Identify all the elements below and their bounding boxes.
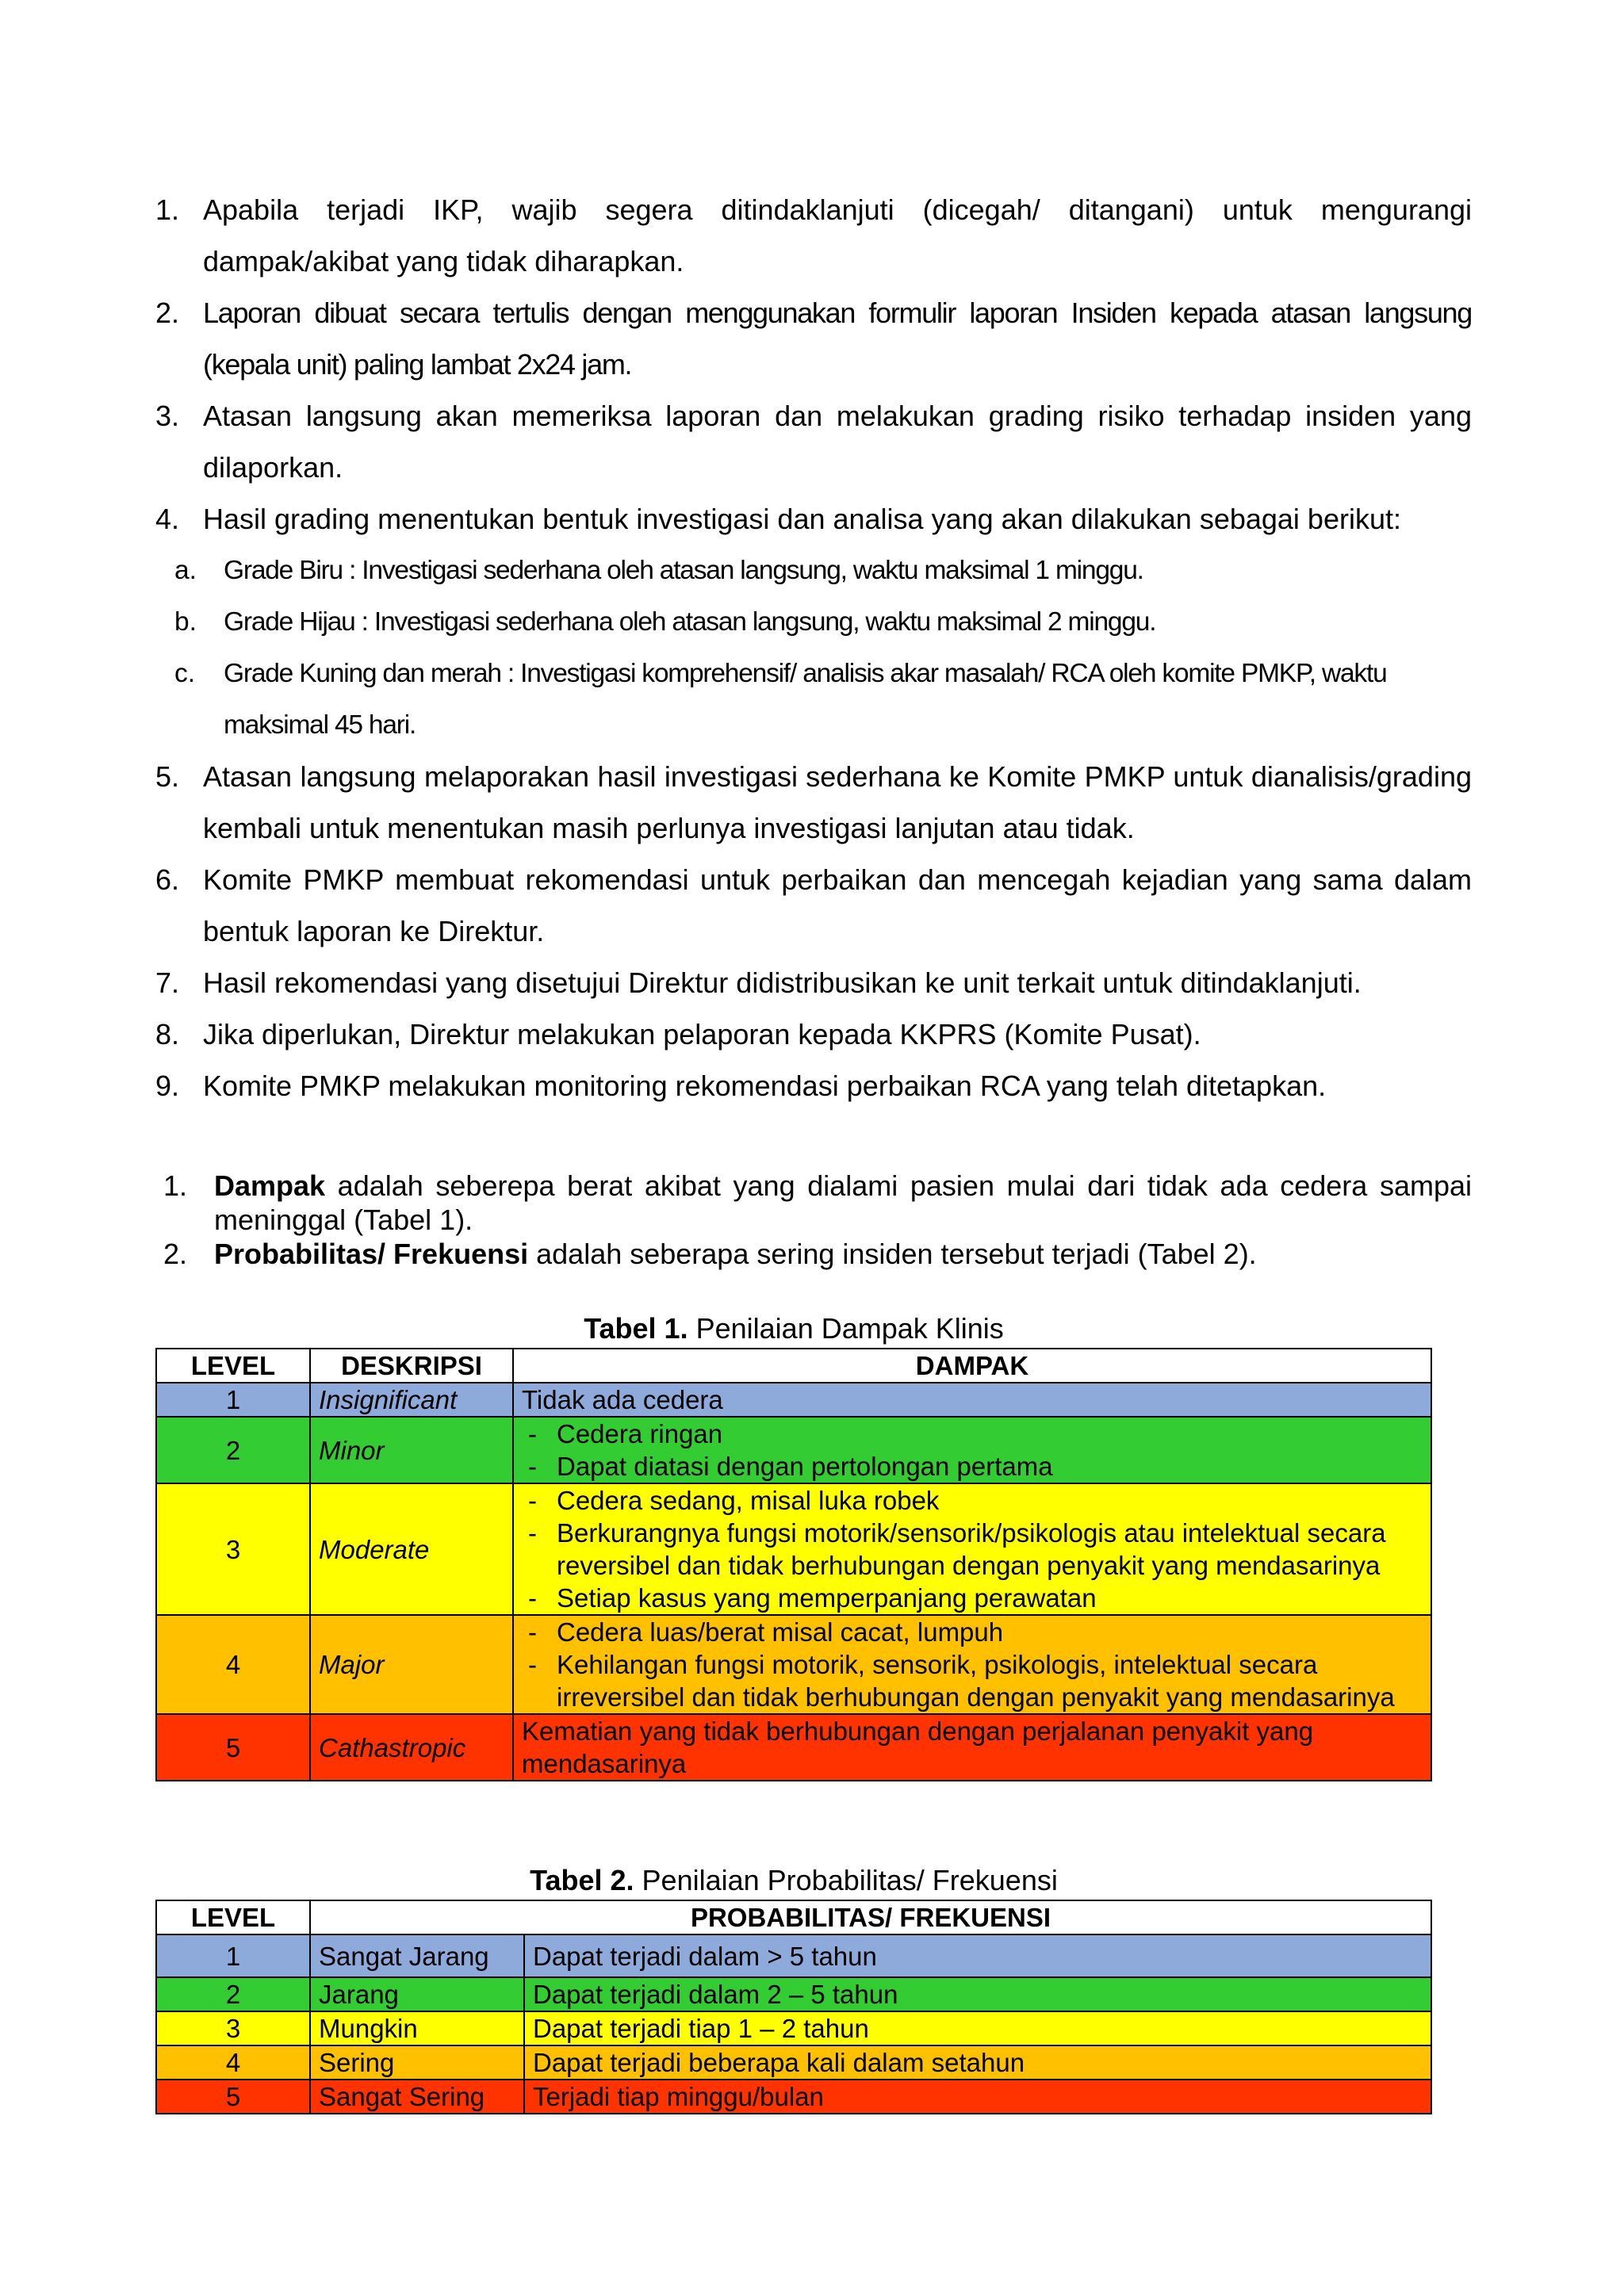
definition-text: adalah seberapa sering insiden tersebut terjadi (Tabel 2). bbox=[528, 1238, 1257, 1270]
grade-item bbox=[155, 596, 1472, 648]
definition-term: Probabilitas/ Frekuensi bbox=[214, 1238, 529, 1270]
table2-caption bbox=[155, 1865, 1432, 1896]
item-text: Hasil grading menentukan bentuk investigasi dan analisa yang akan dilakukan sebagai berikut: bbox=[203, 503, 1401, 535]
level-cell: 5 bbox=[156, 2080, 310, 2114]
level-cell: 2 bbox=[156, 1977, 310, 2011]
impact-item: - Cedera luas/berat misal cacat, lumpuh bbox=[522, 1616, 1423, 1648]
impact-cell: Kematian yang tidak berhubungan dengan perjalanan penyakit yang mendasarinya bbox=[513, 1714, 1431, 1781]
description-cell: Minor bbox=[310, 1417, 513, 1483]
procedure-item bbox=[155, 287, 1472, 390]
impact-item: - Dapat diatasi dengan pertolongan pertama bbox=[522, 1450, 1423, 1483]
level-cell: 2 bbox=[156, 1417, 310, 1483]
frequency-name-cell: Jarang bbox=[310, 1977, 524, 2011]
procedure-item bbox=[155, 390, 1472, 493]
caption-label: Tabel 1. bbox=[584, 1312, 688, 1345]
procedure-item bbox=[155, 957, 1472, 1008]
description-cell: Major bbox=[310, 1615, 513, 1714]
item-number: 6. bbox=[155, 863, 180, 896]
item-number: 8. bbox=[155, 1018, 180, 1050]
caption-label: Tabel 2. bbox=[530, 1864, 634, 1896]
procedure-item bbox=[155, 854, 1472, 957]
item-number: 4. bbox=[155, 503, 180, 535]
item-text: Atasan langsung melaporakan hasil investigasi sederhana ke Komite PMKP untuk dianalisis/grading kembali untuk menentukan masih perlunya investigasi lanjutan atau tidak. bbox=[203, 760, 1472, 844]
grade-sublist bbox=[155, 545, 1472, 751]
item-text: Grade Kuning dan merah : Investigasi komprehensif/ analisis akar masalah/ RCA oleh komite PMKP, waktu maksimal 45 hari. bbox=[224, 659, 1387, 740]
item-number: 3. bbox=[155, 400, 180, 432]
level-cell: 1 bbox=[156, 1383, 310, 1417]
frequency-desc-cell: Dapat terjadi tiap 1 – 2 tahun bbox=[524, 2011, 1431, 2045]
definition-term: Dampak bbox=[214, 1169, 326, 1202]
table-row bbox=[156, 1417, 1431, 1483]
header-description: DESKRIPSI bbox=[310, 1349, 513, 1383]
definition-list bbox=[163, 1169, 1472, 1271]
procedure-item bbox=[155, 1060, 1472, 1112]
procedure-item bbox=[155, 184, 1472, 287]
level-cell: 4 bbox=[156, 1615, 310, 1714]
item-number: 1. bbox=[155, 193, 180, 226]
impact-cell bbox=[513, 1417, 1431, 1483]
frequency-desc-cell: Dapat terjadi beberapa kali dalam setahun bbox=[524, 2045, 1431, 2080]
table-row bbox=[156, 1934, 1431, 1977]
grade-item bbox=[155, 545, 1472, 596]
caption-text: Penilaian Dampak Klinis bbox=[688, 1312, 1004, 1345]
table-header-row bbox=[156, 1900, 1431, 1934]
frequency-name-cell: Mungkin bbox=[310, 2011, 524, 2045]
table-row bbox=[156, 1383, 1431, 1417]
table-row bbox=[156, 1615, 1431, 1714]
level-cell: 3 bbox=[156, 1483, 310, 1615]
procedure-item bbox=[155, 493, 1472, 545]
item-text: Komite PMKP membuat rekomendasi untuk perbaikan dan mencegah kejadian yang sama dalam bentuk laporan ke Direktur. bbox=[203, 863, 1472, 947]
description-cell: Insignificant bbox=[310, 1383, 513, 1417]
definition-item bbox=[163, 1237, 1472, 1271]
impact-item: - Kehilangan fungsi motorik, sensorik, psikologis, intelektual secara irreversibel dan tidak berhubungan dengan penyakit yang mendasarinya bbox=[522, 1648, 1423, 1713]
level-cell: 3 bbox=[156, 2011, 310, 2045]
header-level: LEVEL bbox=[156, 1900, 310, 1934]
impact-item: - Setiap kasus yang memperpanjang perawatan bbox=[522, 1582, 1423, 1614]
header-impact: DAMPAK bbox=[513, 1349, 1431, 1383]
frequency-name-cell: Sering bbox=[310, 2045, 524, 2080]
item-text: Hasil rekomendasi yang disetujui Direktur didistribusikan ke unit terkait untuk ditindaklanjuti. bbox=[203, 966, 1362, 999]
table-row bbox=[156, 1483, 1431, 1615]
item-text: Apabila terjadi IKP, wajib segera ditindaklanjuti (dicegah/ ditangani) untuk mengurangi dampak/akibat yang tidak diharapkan. bbox=[203, 193, 1472, 277]
impact-cell bbox=[513, 1483, 1431, 1615]
item-number: 2. bbox=[155, 297, 180, 329]
table-row bbox=[156, 2045, 1431, 2080]
impact-cell: Tidak ada cedera bbox=[513, 1383, 1431, 1417]
table-row bbox=[156, 2080, 1431, 2114]
definition-text: adalah seberepa berat akibat yang dialami pasien mulai dari tidak ada cedera sampai meninggal (Tabel 1). bbox=[214, 1169, 1472, 1236]
item-letter: a. bbox=[174, 556, 197, 585]
table-row bbox=[156, 1977, 1431, 2011]
procedure-item bbox=[155, 1008, 1472, 1060]
probability-table bbox=[155, 1900, 1432, 2114]
caption-text: Penilaian Probabilitas/ Frekuensi bbox=[634, 1864, 1058, 1896]
impact-item: - Cedera sedang, misal luka robek bbox=[522, 1484, 1423, 1517]
impact-item: - Cedera ringan bbox=[522, 1418, 1423, 1450]
header-probability: PROBABILITAS/ FREKUENSI bbox=[310, 1900, 1431, 1934]
frequency-desc-cell: Dapat terjadi dalam > 5 tahun bbox=[524, 1934, 1431, 1977]
grade-item bbox=[155, 648, 1472, 751]
item-text: Grade Biru : Investigasi sederhana oleh atasan langsung, waktu maksimal 1 minggu. bbox=[224, 556, 1143, 585]
item-letter: b. bbox=[174, 607, 197, 637]
frequency-desc-cell: Dapat terjadi dalam 2 – 5 tahun bbox=[524, 1977, 1431, 2011]
header-level: LEVEL bbox=[156, 1349, 310, 1383]
frequency-name-cell: Sangat Sering bbox=[310, 2080, 524, 2114]
procedure-list bbox=[155, 184, 1472, 1112]
level-cell: 5 bbox=[156, 1714, 310, 1781]
impact-table bbox=[155, 1348, 1432, 1781]
item-number: 7. bbox=[155, 966, 180, 999]
item-text: Laporan dibuat secara tertulis dengan menggunakan formulir laporan Insiden kepada atasan langsung (kepala unit) paling lambat 2x24 jam. bbox=[203, 297, 1472, 381]
level-cell: 4 bbox=[156, 2045, 310, 2080]
level-cell: 1 bbox=[156, 1934, 310, 1977]
item-number: 9. bbox=[155, 1070, 180, 1102]
table1-caption bbox=[155, 1313, 1432, 1345]
frequency-desc-cell: Terjadi tiap minggu/bulan bbox=[524, 2080, 1431, 2114]
procedure-item bbox=[155, 751, 1472, 854]
frequency-name-cell: Sangat Jarang bbox=[310, 1934, 524, 1977]
item-letter: c. bbox=[174, 659, 196, 688]
item-text: Grade Hijau : Investigasi sederhana oleh atasan langsung, waktu maksimal 2 minggu. bbox=[224, 607, 1156, 637]
table-row bbox=[156, 2011, 1431, 2045]
item-text: Atasan langsung akan memeriksa laporan dan melakukan grading risiko terhadap insiden yang dilaporkan. bbox=[203, 400, 1472, 484]
impact-cell bbox=[513, 1615, 1431, 1714]
impact-item: - Berkurangnya fungsi motorik/sensorik/psikologis atau intelektual secara reversibel dan tidak berhubungan dengan penyakit yang mendasarinya bbox=[522, 1517, 1423, 1582]
item-text: Jika diperlukan, Direktur melakukan pelaporan kepada KKPRS (Komite Pusat). bbox=[203, 1018, 1201, 1050]
table-header-row bbox=[156, 1349, 1431, 1383]
item-number: 5. bbox=[155, 760, 180, 793]
description-cell: Cathastropic bbox=[310, 1714, 513, 1781]
item-number: 1. bbox=[163, 1169, 188, 1202]
item-text: Komite PMKP melakukan monitoring rekomendasi perbaikan RCA yang telah ditetapkan. bbox=[203, 1070, 1327, 1102]
definition-item bbox=[163, 1169, 1472, 1237]
table-row bbox=[156, 1714, 1431, 1781]
item-number: 2. bbox=[163, 1238, 188, 1270]
description-cell: Moderate bbox=[310, 1483, 513, 1615]
